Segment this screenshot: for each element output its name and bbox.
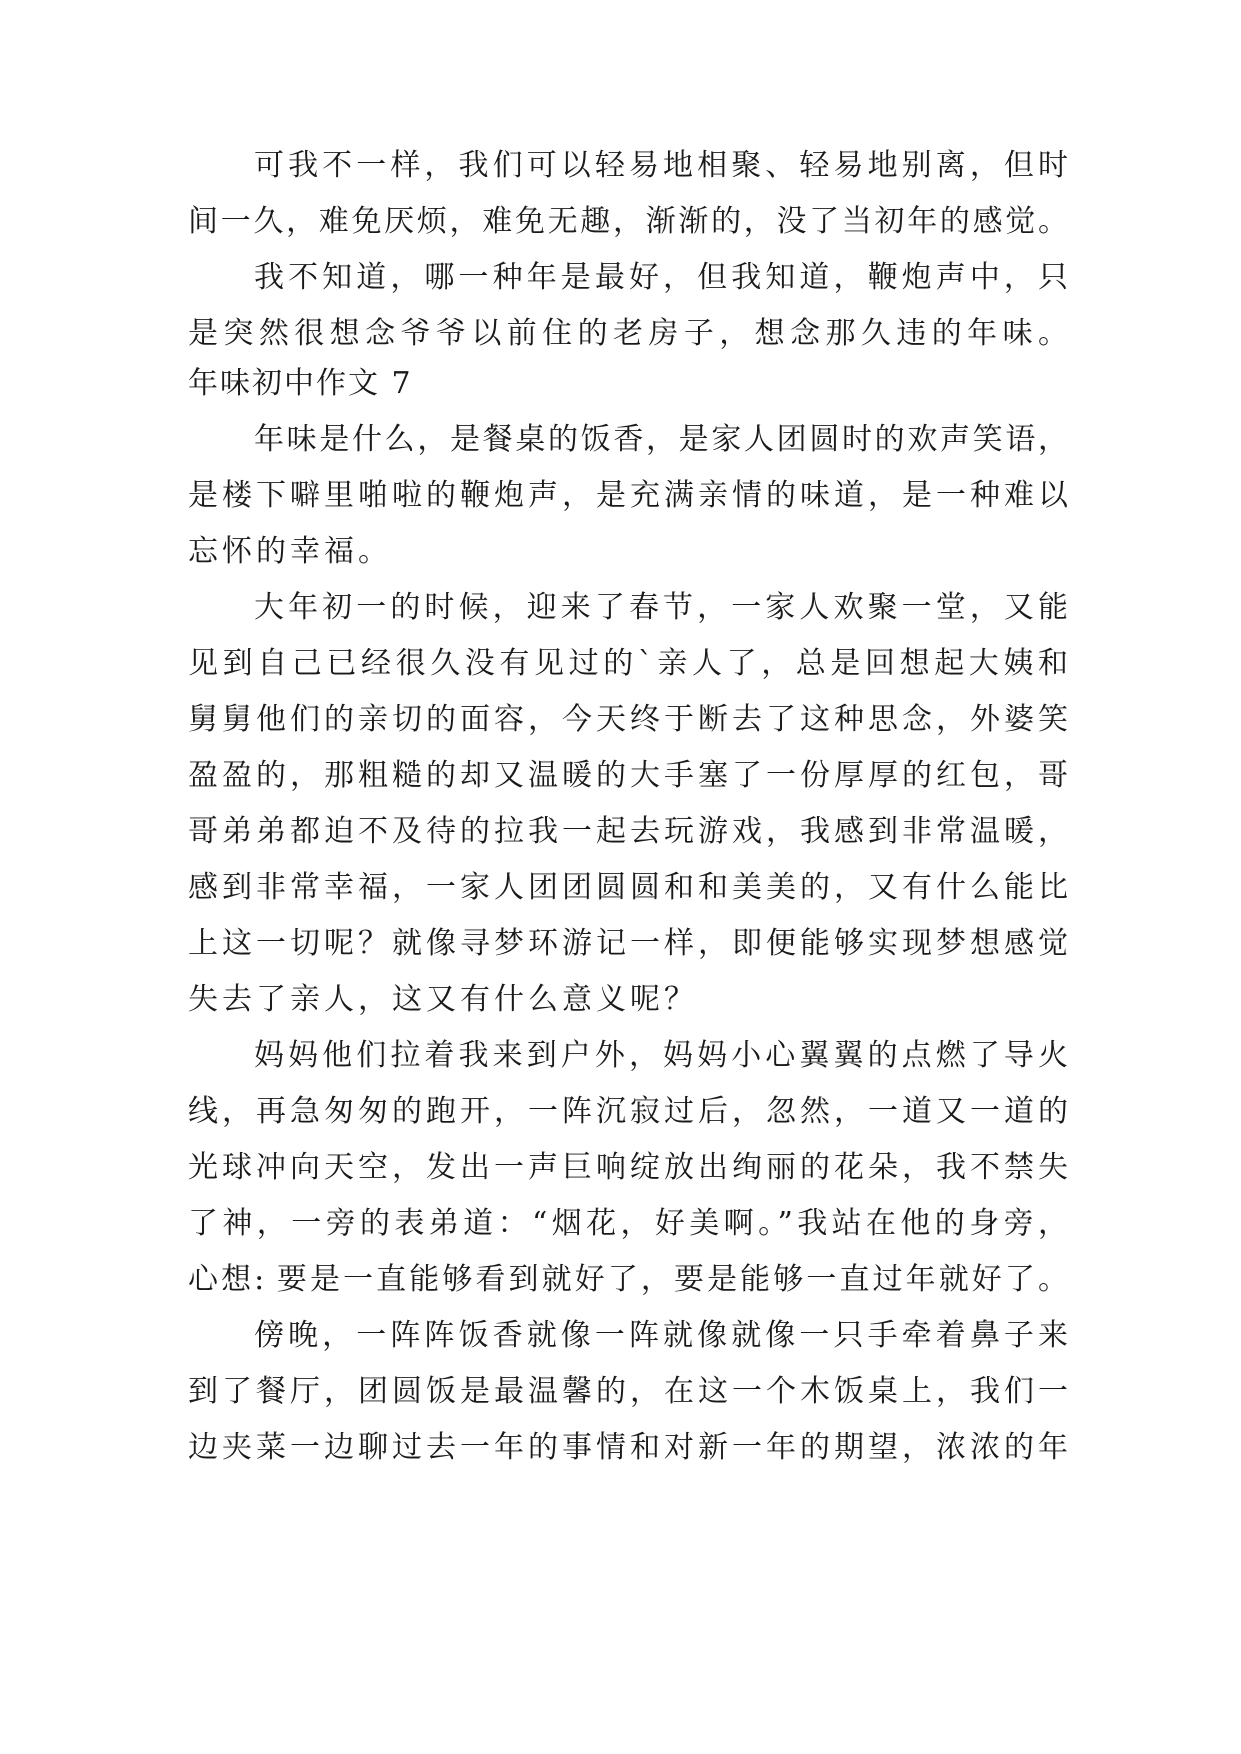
text-line: 光球冲向天空，发出一声巨响绽放出绚丽的花朵，我不禁失 [188, 1150, 1068, 1185]
text-line: 失去了亲人，这又有什么意义呢？ [188, 982, 698, 1017]
text-line: 我不知道，哪一种年是最好，但我知道，鞭炮声中，只 [254, 260, 1068, 295]
text-line: 边夹菜一边聊过去一年的事情和对新一年的期望，浓浓的年 [188, 1430, 1068, 1465]
text-line: 傍晚，一阵阵饭香就像一阵就像就像一只手牵着鼻子来 [254, 1318, 1068, 1353]
text-line: 舅舅他们的亲切的面容，今天终于断去了这种思念，外婆笑 [188, 702, 1068, 737]
text-line: 大年初一的时候，迎来了春节，一家人欢聚一堂，又能 [254, 590, 1068, 625]
text-line: 是楼下噼里啪啦的鞭炮声，是充满亲情的味道，是一种难以 [188, 478, 1068, 513]
text-line: 上这一切呢？就像寻梦环游记一样，即便能够实现梦想感觉 [188, 926, 1068, 961]
text-line: 心想: 要是一直能够看到就好了，要是能够一直过年就好了。 [188, 1262, 1068, 1297]
text-line: 感到非常幸福，一家人团团圆圆和和美美的，又有什么能比 [188, 870, 1068, 905]
text-line: 是突然很想念爷爷以前住的老房子，想念那久违的年味。 [188, 316, 1068, 351]
text-line: 可我不一样，我们可以轻易地相聚、轻易地别离，但时 [254, 148, 1068, 183]
text-line: 年味是什么，是餐桌的饭香，是家人团圆时的欢声笑语， [254, 422, 1068, 457]
text-line: 忘怀的幸福。 [188, 534, 392, 569]
text-line: 线，再急匆匆的跑开，一阵沉寂过后，忽然，一道又一道的 [188, 1094, 1068, 1129]
text-line: 哥弟弟都迫不及待的拉我一起去玩游戏，我感到非常温暖， [188, 814, 1068, 849]
text-line: 到了餐厅，团圆饭是最温馨的，在这一个木饭桌上，我们一 [188, 1374, 1068, 1409]
section-heading: 年味初中作文 7 [188, 366, 413, 401]
text-line: 妈妈他们拉着我来到户外，妈妈小心翼翼的点燃了导火 [254, 1038, 1068, 1073]
text-line: 了神，一旁的表弟道：“烟花，好美啊。”我站在他的身旁， [188, 1206, 1068, 1241]
text-line: 盈盈的，那粗糙的却又温暖的大手塞了一份厚厚的红包，哥 [188, 758, 1068, 793]
text-line: 间一久，难免厌烦，难免无趣，渐渐的，没了当初年的感觉。 [188, 204, 1068, 239]
text-line: 见到自己已经很久没有见过的`亲人了，总是回想起大姨和 [188, 646, 1068, 681]
